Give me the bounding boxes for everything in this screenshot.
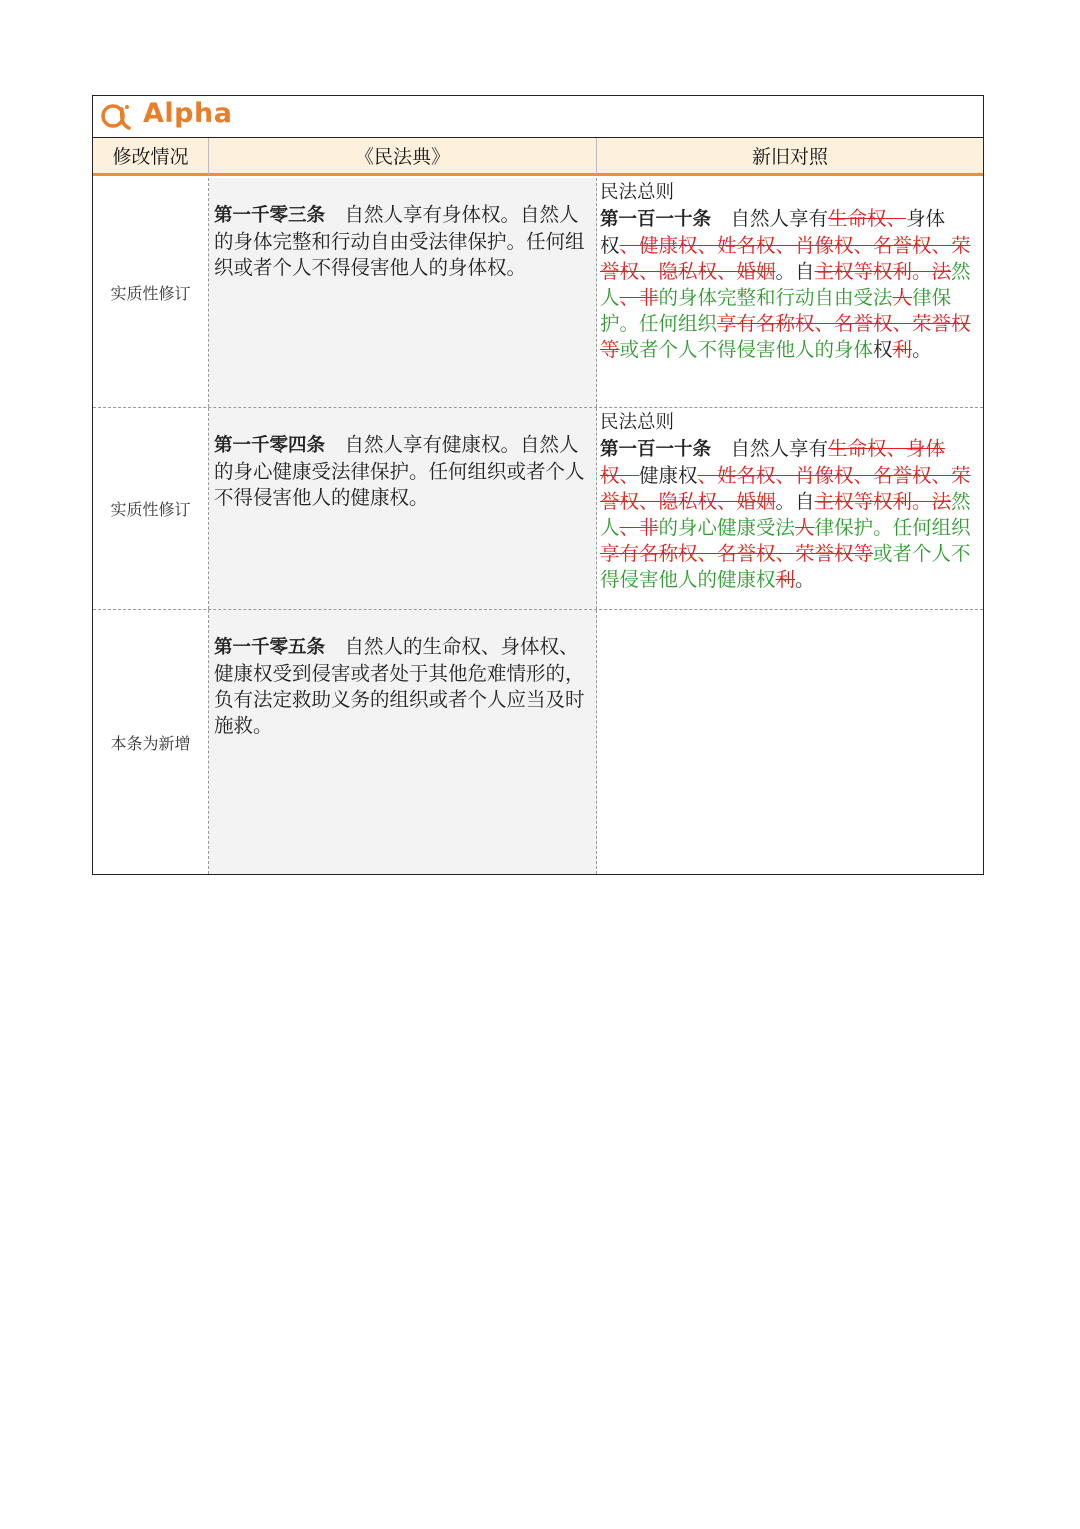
deleted-text: 利 (775, 568, 796, 591)
deleted-text: 主权等权利。法 (814, 490, 952, 513)
header-comparison: 新旧对照 (597, 138, 983, 176)
code-article-text: 自然人的生命权、身体权、健康权受到侵害或者处于其他危难情形的，负有法定救助义务的组织或者个人应当及时施救。 (214, 635, 585, 737)
inserted-text: 或者个人不得侵害他人的健康权 (600, 542, 971, 591)
inserted-text: 然人 (600, 260, 971, 309)
unchanged-text: 权 (873, 338, 893, 361)
row-compare-cell (597, 408, 983, 609)
compare-article-number: 第一百一十条 (600, 209, 712, 230)
unchanged-text: 。 (912, 338, 932, 361)
deleted-text: 人 (795, 516, 815, 539)
row-compare-cell-empty (597, 610, 983, 874)
unchanged-text: 健康权 (639, 464, 698, 487)
deleted-text: 、健康权、姓名权、肖像权、名誉权、荣誉权、隐私权、婚姻 (600, 234, 971, 283)
deleted-text: 、姓名权、肖像权、名誉权、荣誉权、隐私权、婚姻 (600, 464, 971, 513)
row-code-cell (209, 408, 597, 609)
compare-diff-text (600, 207, 971, 361)
brand-name: Alpha (143, 98, 233, 129)
inserted-text: 然人 (600, 490, 971, 539)
inserted-text: 律保护。任何组织 (600, 286, 952, 335)
alpha-logo-icon (99, 101, 133, 131)
deleted-text: 、非 (619, 516, 659, 539)
header-status: 修改情况 (93, 138, 209, 176)
unchanged-text: 。自 (775, 260, 815, 283)
deleted-text: 生命权、身体权、 (600, 437, 946, 487)
header-civil-code: 《民法典》 (209, 138, 597, 176)
deleted-text: 、非 (619, 286, 659, 309)
row-status: 实质性修订 (93, 178, 209, 407)
code-article-text: 自然人享有身体权。自然人的身体完整和行动自由受法律保护。任何组织或者个人不得侵害他人的身体权。 (214, 203, 585, 279)
deleted-text: 享有名称权、名誉权、荣誉权等 (600, 312, 971, 361)
inserted-text: 的身心健康受法 (658, 516, 796, 539)
deleted-text: 生命权、 (828, 207, 907, 230)
compare-section: 民法总则 (600, 412, 675, 433)
deleted-text: 人 (892, 286, 913, 309)
row-code-cell (209, 610, 597, 874)
unchanged-text: 。自 (775, 490, 815, 513)
code-article-number: 第一千零三条 (214, 205, 326, 226)
comparison-table (92, 95, 984, 875)
compare-section: 民法总则 (600, 182, 675, 203)
unchanged-text: 自然人享有 (730, 207, 829, 230)
unchanged-text: 身体权 (600, 207, 946, 257)
row-status: 实质性修订 (93, 408, 209, 609)
row-status: 本条为新增 (93, 610, 209, 874)
unchanged-text: 。 (795, 568, 815, 591)
inserted-text: 律保护。任何组织 (814, 516, 971, 539)
code-article-text: 自然人享有健康权。自然人的身心健康受法律保护。任何组织或者个人不得侵害他人的健康权。 (214, 433, 585, 509)
inserted-text: 的身体完整和行动自由受法 (658, 286, 893, 309)
deleted-text: 利 (892, 338, 913, 361)
row-code-cell (209, 178, 597, 407)
unchanged-text: 自然人享有 (730, 437, 829, 460)
deleted-text: 享有名称权、名誉权、荣誉权等 (600, 542, 874, 565)
deleted-text: 主权等权利。法 (814, 260, 952, 283)
compare-diff-text (600, 437, 971, 591)
code-article-number: 第一千零四条 (214, 435, 326, 456)
logo-bar (93, 96, 983, 138)
inserted-text: 或者个人不得侵害他人的身体 (619, 338, 874, 361)
code-article-number: 第一千零五条 (214, 637, 326, 658)
compare-article-number: 第一百一十条 (600, 439, 712, 460)
row-compare-cell (597, 178, 983, 407)
